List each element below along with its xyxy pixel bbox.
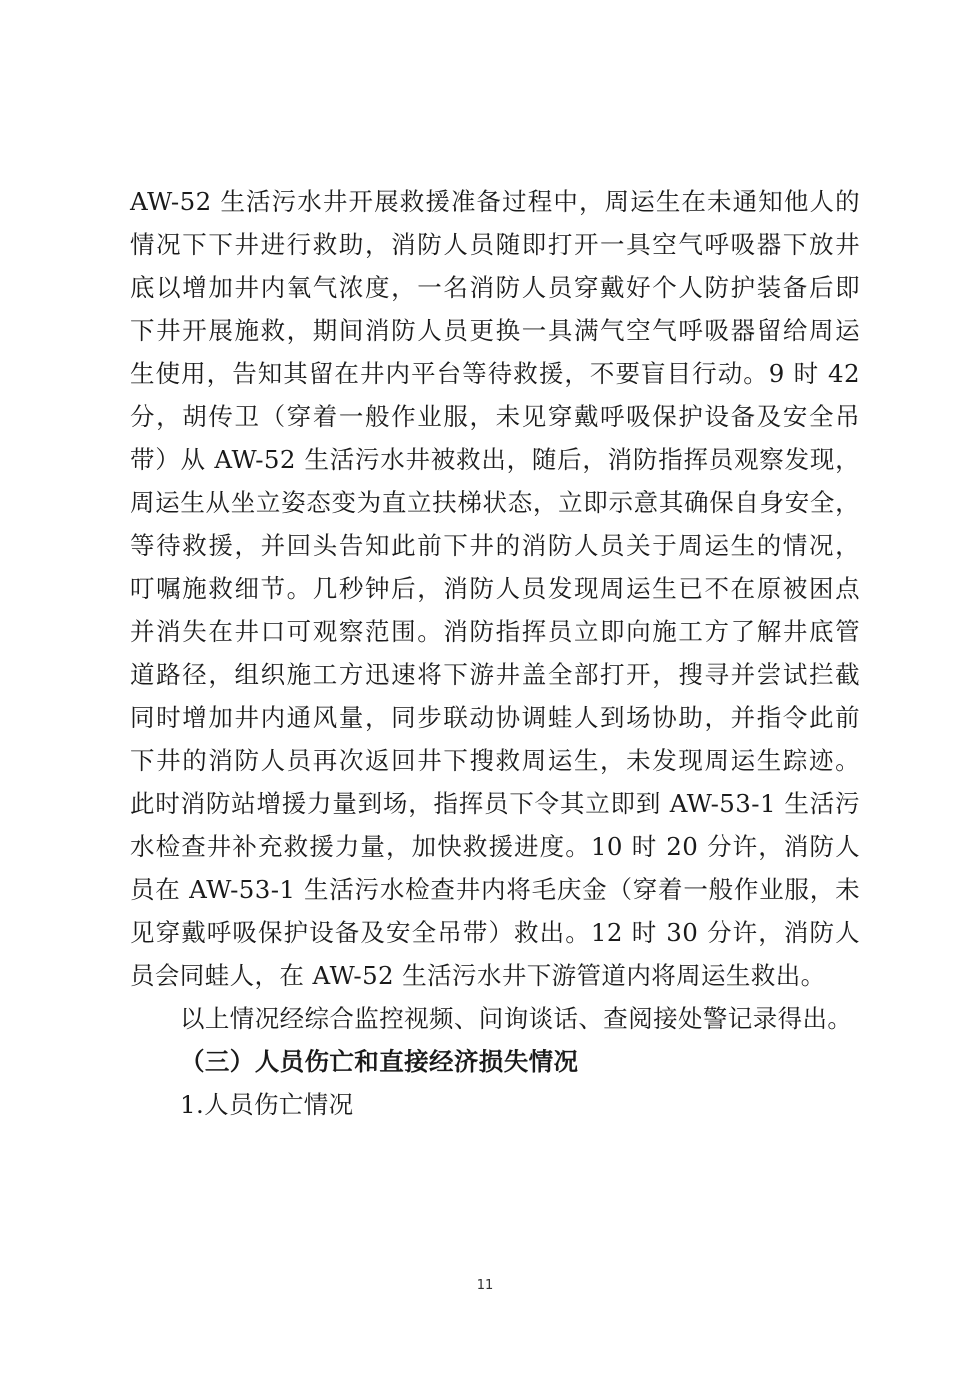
text-line: 水检查井补充救援力量，加快救援进度。10 时 20 分许，消防人 [130, 832, 860, 861]
body-text [130, 180, 860, 1126]
text-line: 分，胡传卫（穿着一般作业服，未见穿戴呼吸保护设备及安全吊 [130, 402, 860, 431]
text-line: 底以增加井内氧气浓度，一名消防人员穿戴好个人防护装备后即 [130, 273, 860, 302]
text-line: 下井开展施救，期间消防人员更换一具满气空气呼吸器留给周运 [130, 316, 860, 345]
text-line: 周运生从坐立姿态变为直立扶梯状态，立即示意其确保自身安全， [130, 488, 860, 517]
text-line: 此时消防站增援力量到场，指挥员下令其立即到 AW-53-1 生活污 [130, 789, 860, 818]
text-line: AW-52 生活污水井开展救援准备过程中，周运生在未通知他人的 [130, 187, 860, 216]
subsection-heading: 1.人员伤亡情况 [180, 1090, 354, 1119]
text-line: 情况下下井进行救助，消防人员随即打开一具空气呼吸器下放井 [130, 230, 860, 259]
text-line: 并消失在井口可观察范围。消防指挥员立即向施工方了解井底管 [130, 617, 860, 646]
text-line: 同时增加井内通风量，同步联动协调蛙人到场协助，并指令此前 [130, 703, 860, 732]
text-line: 下井的消防人员再次返回井下搜救周运生，未发现周运生踪迹。 [130, 746, 860, 775]
text-line: 员会同蛙人，在 AW-52 生活污水井下游管道内将周运生救出。 [130, 961, 826, 990]
text-line: 带）从 AW-52 生活污水井被救出，随后，消防指挥员观察发现， [130, 445, 860, 474]
text-line: 生使用，告知其留在井内平台等待救援，不要盲目行动。9 时 42 [130, 359, 860, 388]
section-heading: （三）人员伤亡和直接经济损失情况 [180, 1047, 579, 1076]
text-line: 道路径，组织施工方迅速将下游井盖全部打开，搜寻并尝试拦截 [130, 660, 860, 689]
text-line: 叮嘱施救细节。几秒钟后，消防人员发现周运生已不在原被困点 [130, 574, 860, 603]
text-line: 见穿戴呼吸保护设备及安全吊带）救出。12 时 30 分许，消防人 [130, 918, 860, 947]
text-line: 员在 AW-53-1 生活污水检查井内将毛庆金（穿着一般作业服，未 [130, 875, 860, 904]
summary-paragraph: 以上情况经综合监控视频、问询谈话、查阅接处警记录得出。 [180, 1004, 853, 1033]
page-number: 11 [476, 1278, 494, 1293]
text-line: 等待救援，并回头告知此前下井的消防人员关于周运生的情况， [130, 531, 860, 560]
